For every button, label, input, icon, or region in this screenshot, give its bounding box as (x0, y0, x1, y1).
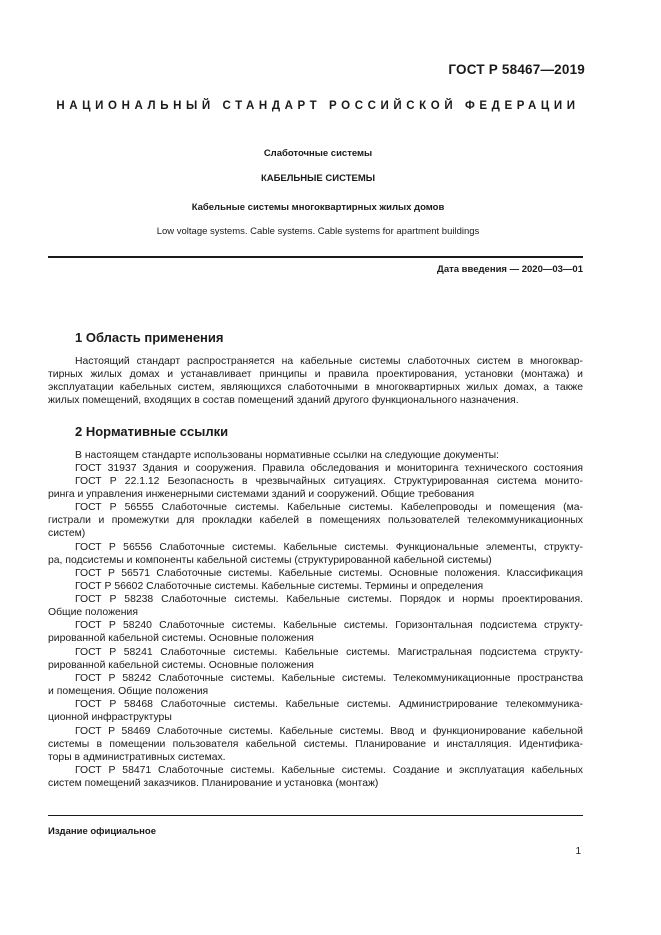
section-1-line: тирных жилых домах и устанавливает принципы и правила проектирования, установки (монтажа) и (48, 369, 583, 380)
section-2-line: систем помещений заказчиков. Планирование и установка (монтаж) (48, 778, 379, 789)
section-2-line: рированной кабельной системы. Основные положения (48, 660, 314, 671)
standard-number: ГОСТ Р 58467—2019 (448, 62, 585, 77)
section-2-line: ционной инфраструктуры (48, 712, 172, 723)
section-1-line: эксплуатации кабельных систем, являющихся слаботочными в многоквартирных жилых домах, а также (48, 382, 583, 393)
footer-divider (48, 815, 583, 816)
section-2-line: ра, подсистемы и компоненты кабельной системы (структурированной кабельной системы) (48, 555, 492, 566)
section-2-line: системы в помещении пользователя кабельной системы. Планирование и инсталляция. Идентифика- (48, 739, 583, 750)
page-number: 1 (575, 846, 581, 857)
section-2-line: В настоящем стандарте использованы нормативные ссылки на следующие документы: (75, 450, 499, 461)
effective-date: Дата введения — 2020—03—01 (437, 264, 583, 275)
national-standard-heading: НАЦИОНАЛЬНЫЙ СТАНДАРТ РОССИЙСКОЙ ФЕДЕРАЦИИ (56, 100, 580, 112)
section-2-line: ГОСТ Р 56571 Слаботочные системы. Кабельные системы. Основные положения. Классификация (75, 568, 583, 579)
section-2-line: и помещения. Общие положения (48, 686, 209, 697)
section-1-line: жилых помещений, входящих в состав помещений зданий другого функционального назначения. (48, 395, 519, 406)
section-2-line: торы в административных системах. (48, 752, 226, 763)
section-2-line: ГОСТ Р 22.1.12 Безопасность в чрезвычайных ситуациях. Структурированная система монито- (75, 476, 583, 487)
section-1-line: Настоящий стандарт распространяется на кабельные системы слаботочных систем в многоквар- (75, 356, 583, 367)
section-2-line: ринга и управления инженерными системами зданий и сооружений. Общие требования (48, 489, 475, 500)
section-2-line: ГОСТ Р 58471 Слаботочные системы. Кабельные системы. Создание и эксплуатация кабельных (75, 765, 583, 776)
standard-group-title: Слаботочные системы (263, 148, 373, 159)
section-2-line: рированной кабельной системы. Основные положения (48, 633, 314, 644)
section-2-heading: 2 Нормативные ссылки (75, 424, 229, 439)
section-2-line: ГОСТ Р 56602 Слаботочные системы. Кабельные системы. Термины и определения (75, 581, 484, 592)
title-divider (48, 256, 583, 258)
section-2-line: ГОСТ Р 58469 Слаботочные системы. Кабельные системы. Ввод и функционирование кабельной (75, 726, 583, 737)
section-1-heading: 1 Область применения (75, 330, 224, 345)
official-edition-label: Издание официальное (48, 826, 156, 837)
standard-main-title: КАБЕЛЬНЫЕ СИСТЕМЫ (260, 173, 376, 184)
section-2-line: ГОСТ Р 58240 Слаботочные системы. Кабельные системы. Горизонтальная подсистема структу- (75, 620, 583, 631)
section-2-line: ГОСТ Р 58242 Слаботочные системы. Кабельные системы. Телекоммуникационные пространства (75, 673, 583, 684)
section-2-line: ГОСТ Р 58241 Слаботочные системы. Кабельные системы. Магистральная подсистема структу- (75, 647, 583, 658)
section-2-line: ГОСТ 31937 Здания и сооружения. Правила обследования и мониторинга технического состояния (75, 463, 583, 474)
section-2-line: гистрали и промежутки для прокладки кабелей в помещениях пользователей телекоммуникационных (48, 515, 583, 526)
section-2-line: систем) (48, 528, 86, 539)
section-2-line: ГОСТ Р 56555 Слаботочные системы. Кабельные системы. Кабелепроводы и помещения (ма- (75, 502, 583, 513)
section-2-line: ГОСТ Р 58468 Слаботочные системы. Кабельные системы. Администрирование телекоммуника- (75, 699, 583, 710)
english-title: Low voltage systems. Cable systems. Cable systems for apartment buildings (156, 226, 480, 237)
section-2-line: ГОСТ Р 58238 Слаботочные системы. Кабельные системы. Порядок и нормы проектирования. (75, 594, 583, 605)
section-2-line: ГОСТ Р 56556 Слаботочные системы. Кабельные системы. Функциональные элементы, структу- (75, 542, 583, 553)
section-2-line: Общие положения (48, 607, 138, 618)
standard-subtitle: Кабельные системы многоквартирных жилых домов (191, 202, 445, 213)
